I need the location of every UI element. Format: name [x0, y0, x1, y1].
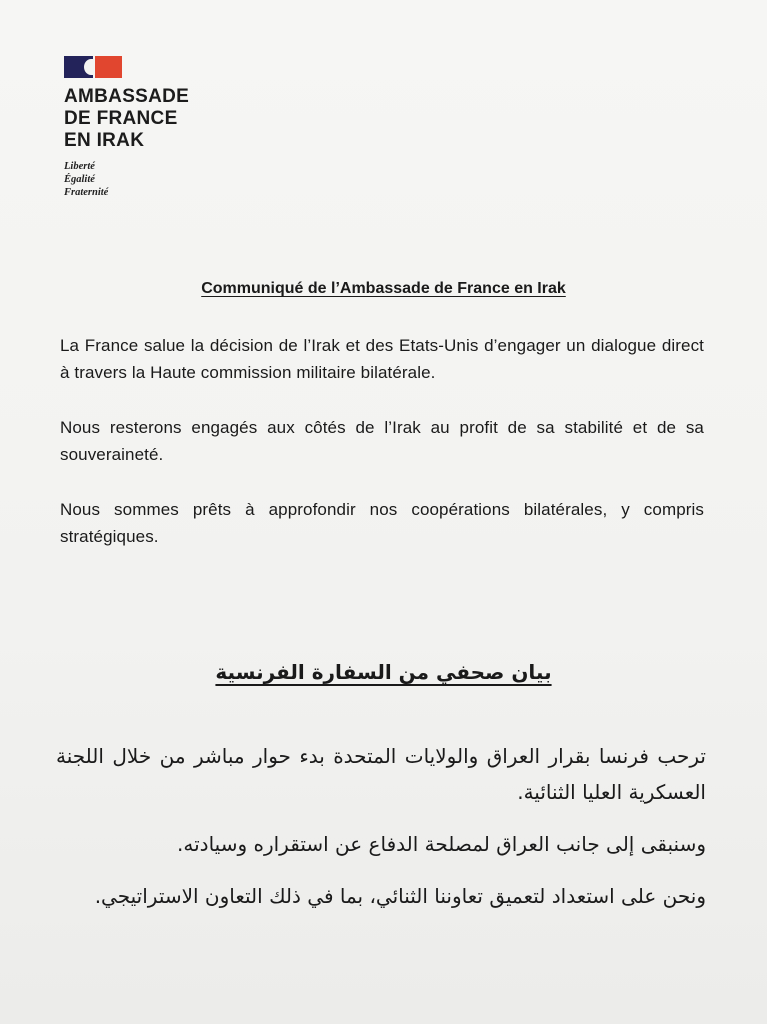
institution-name: [64, 86, 224, 152]
institution-line: DE FRANCE: [64, 108, 178, 129]
motto-line: Égalité: [64, 174, 95, 185]
arabic-paragraph: ترحب فرنسا بقرار العراق والولايات المتحدة بدء حوار مباشر من خلال اللجنة العسكرية العليا الثنائية.: [56, 744, 706, 804]
french-title: [0, 280, 767, 298]
arabic-title: [0, 660, 767, 684]
motto-line: Fraternité: [64, 187, 109, 198]
french-paragraph: Nous resterons engagés aux côtés de l’Irak au profit de sa stabilité et de sa souveraineté.: [60, 418, 704, 464]
institution-line: AMBASSADE: [64, 86, 190, 107]
embassy-logo: [64, 56, 224, 199]
arabic-paragraph: ونحن على استعداد لتعميق تعاوننا الثنائي، بما في ذلك التعاون الاستراتيجي.: [94, 884, 706, 908]
motto-line: Liberté: [64, 161, 95, 172]
french-paragraph: La France salue la décision de l’Irak et des Etats-Unis d’engager un dialogue direct à travers la Haute commission militaire bilatérale.: [60, 336, 704, 382]
institution-line: EN IRAK: [64, 130, 145, 151]
arabic-paragraph: وسنبقى إلى جانب العراق لمصلحة الدفاع عن استقراره وسيادته.: [177, 832, 706, 856]
french-title-text: Communiqué de l’Ambassade de France en Irak: [201, 280, 566, 297]
republic-motto: [64, 160, 224, 199]
marianne-logo-icon: [64, 56, 122, 78]
french-paragraph: Nous sommes prêts à approfondir nos coopérations bilatérales, y compris stratégiques.: [60, 500, 704, 546]
arabic-title-text: بيان صحفي من السفارة الفرنسية: [215, 660, 552, 684]
